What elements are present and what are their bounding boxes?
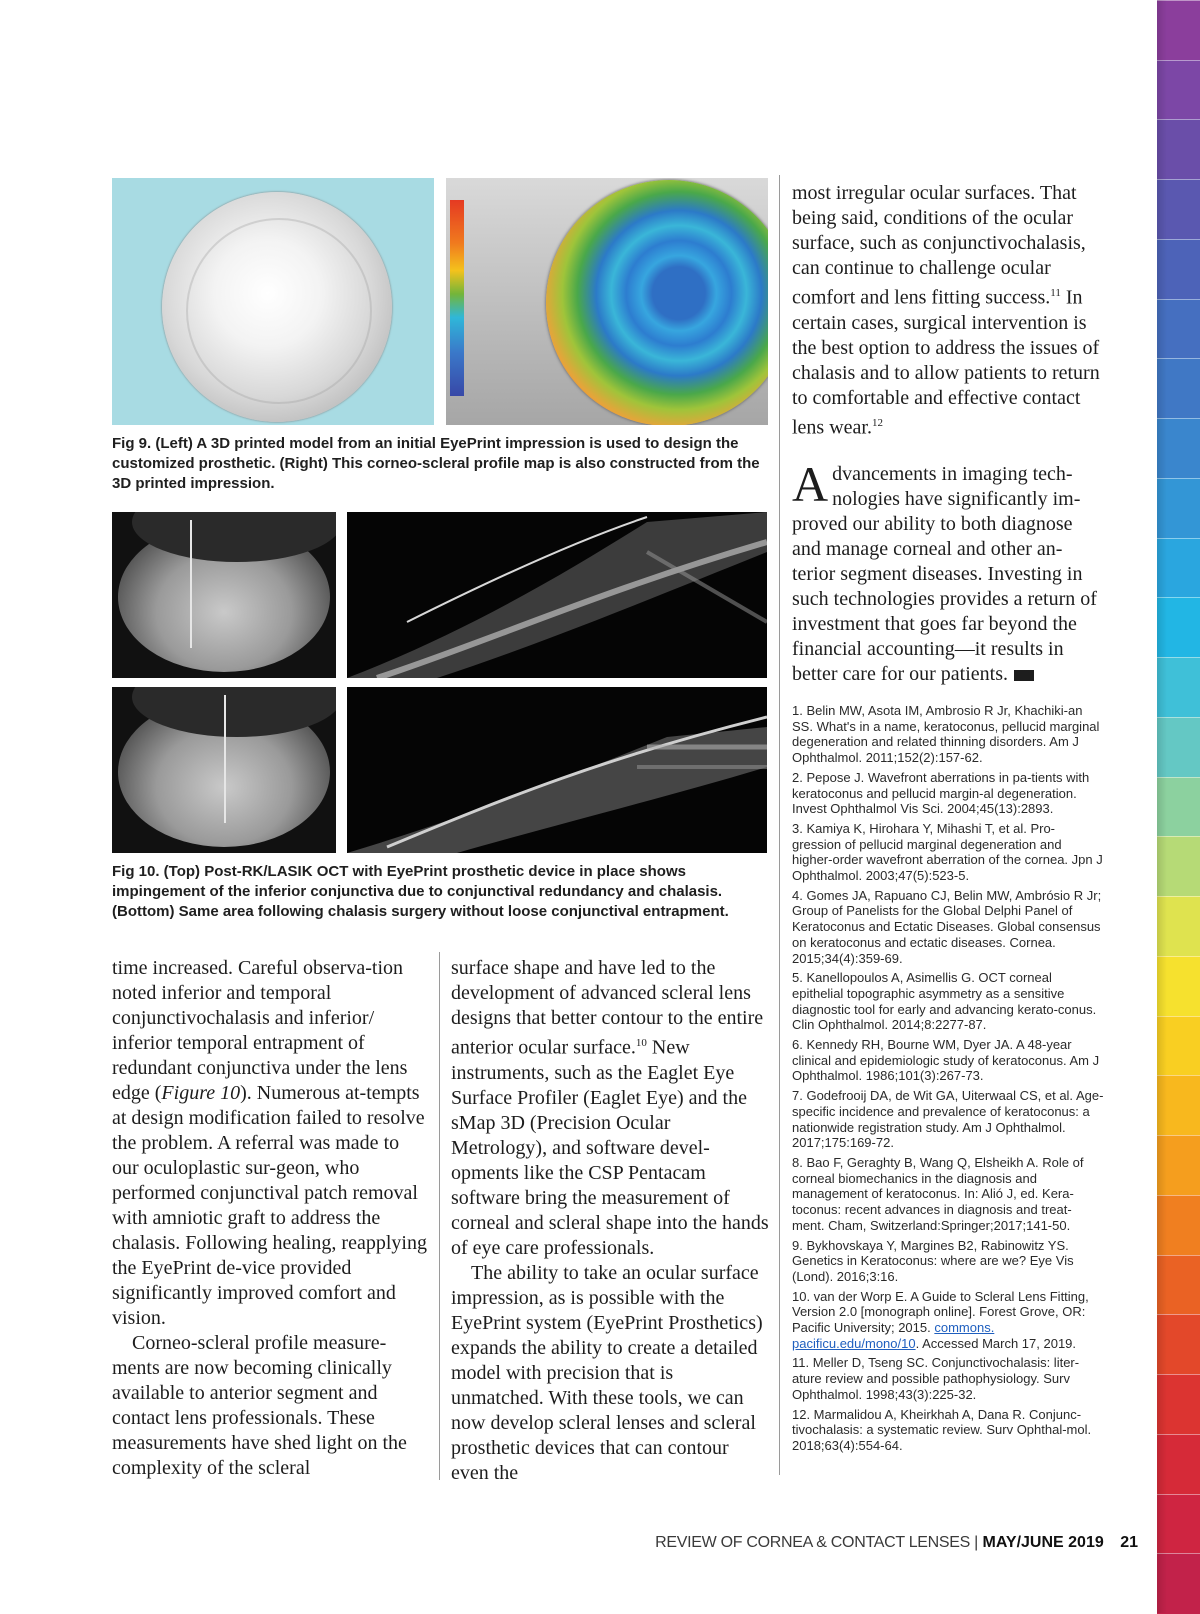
oct-top-eye-photo	[112, 512, 336, 678]
oct-bottom-scan	[347, 687, 767, 853]
body-paragraph	[792, 456, 1104, 687]
paragraph-text: dvancements in imaging tech-nologies have significantly im-proved our ability to both diagnose and manage corneal and other an-terior segment diseases. Investing in such technologies provides a return of investment that goes far beyond the financial accounting—it results in better care for our patients.	[792, 463, 1097, 686]
paragraph-text: New instruments, such as the Eaglet Eye Surface Profiler (Eaglet Eye) and the sMap 3D (Precision Ocular Metrology), and software devel-opments like the CSP Pentacam software bring the measurement of corneal and scleral shape into the hands of eye care professionals.	[451, 1036, 769, 1259]
article-column-1	[112, 956, 430, 1481]
reference-item	[792, 1289, 1104, 1352]
reference-item: 12. Marmalidou A, Kheirkhah A, Dana R. Conjunc-tivochalasis: a systematic review. Surv Ophthal-mol. 2018;63(4):554-64.	[792, 1406, 1092, 1453]
fig10-caption: Fig 10. (Top) Post-RK/LASIK OCT with EyePrint prosthetic device in place shows impingement of the inferior conjunctiva due to conjunctival redundancy and chalasis. (Bottom) Same area following chalasis surgery without loose conjunctival entrapment.	[112, 863, 729, 920]
bar-shadow	[1157, 0, 1167, 1613]
oct-top-scan-graphic	[347, 512, 767, 678]
end-of-article-mark	[1014, 670, 1034, 681]
citation-superscript: 10	[635, 1037, 647, 1049]
reference-item: 4. Gomes JA, Rapuano CJ, Belin MW, Ambrósio R Jr; Group of Panelists for the Global Delphi Panel of Keratoconus and Ectatic Diseases. Global consensus on keratoconus and ectatic diseases. Cornea. 2015;34(4):359-69.	[792, 887, 1102, 966]
body-paragraph	[451, 956, 769, 1261]
reference-link[interactable]: commons. pacificu.edu/mono/10	[792, 1320, 995, 1351]
paragraph-text: In certain cases, surgical intervention is the best option to address the issues of chalasis and to allow patients to return to comfortable and effective contact lens wear.	[792, 286, 1100, 439]
column-divider	[779, 175, 780, 1475]
reference-item: 3. Kamiya K, Hirohara Y, Mihashi T, et al. Pro-gression of pellucid marginal degeneration and higher-order wavefront aberration of the cornea. Jpn J Ophthalmol. 2003;47(5):523-5.	[792, 820, 1103, 884]
reference-item: 9. Bykhovskaya Y, Margines B2, Rabinowitz YS. Genetics in Keratoconus: where are we? Eye Vis (Lond). 2016;3:16.	[792, 1237, 1074, 1284]
article-column-3	[792, 181, 1104, 687]
figure-reference: Figure 10	[161, 1082, 241, 1104]
issue-date: MAY/JUNE 2019	[982, 1534, 1104, 1551]
reference-item: 7. Godefrooij DA, de Wit GA, Uiterwaal CS, et al. Age-specific incidence and prevalence of keratoconus: a nationwide registration study. Am J Ophthalmol. 2017;175:169-72.	[792, 1088, 1104, 1151]
color-tab-bar	[1157, 0, 1200, 1613]
paragraph-text: surface shape and have led to the development of advanced scleral lens designs that better contour to the entire anterior ocular surface.	[451, 957, 764, 1059]
citation-superscript: 11	[1050, 287, 1061, 299]
article-column-2	[451, 956, 769, 1486]
color-scale-legend	[450, 200, 464, 396]
fig9-profile-map-image	[446, 178, 768, 425]
scan-line-marker	[224, 695, 226, 823]
reference-item: 5. Kanellopoulos A, Asimellis G. OCT corneal epithelial topographic asymmetry as a sensitive diagnostic tool for early and advancing kerato-conus. Clin Ophthalmol. 2014;8:2277-87.	[792, 970, 1097, 1033]
body-paragraph	[112, 956, 430, 1331]
reference-text: . Accessed March 17, 2019.	[915, 1335, 1077, 1351]
paragraph-text: ). Numerous at-tempts at design modification failed to resolve the problem. A referral was made to our oculoplastic sur-geon, who performed conjunctival patch removal with amniotic graft to address the chalasis. Following healing, reapplying the EyePrint de-vice provided significantly improved comfort and vision.	[112, 1082, 427, 1329]
paragraph-text: time increased. Careful observa-tion noted inferior and temporal conjunctivochalasis and inferior/ inferior temporal entrapment of redundant conjunctiva under the lens edge (	[112, 957, 408, 1104]
body-paragraph: The ability to take an ocular surface impression, as is possible with the EyePrint system (EyePrint Prosthetics) expands the ability to create a detailed model with precision that is unmatched. With these tools, we can now develop scleral lenses and scleral prosthetic devices that can contour even the	[451, 1261, 763, 1484]
scan-line-marker	[190, 520, 192, 648]
body-paragraph	[792, 181, 1104, 440]
fig9-caption: Fig 9. (Left) A 3D printed model from an initial EyePrint impression is used to design the customized prosthetic. (Right) This corneo-scleral profile map is also constructed from the 3D printed impression.	[112, 435, 760, 492]
oct-top-scan	[347, 512, 767, 678]
body-paragraph: Corneo-scleral profile measure-ments are now becoming clinically available to anterior segment and contact lens professionals. These measurements have shed light on the complexity of the scleral	[112, 1332, 407, 1479]
oct-bottom-scan-graphic	[347, 687, 767, 853]
oct-bottom-eye-photo	[112, 687, 336, 853]
drop-cap: A	[792, 456, 829, 513]
reference-item: 11. Meller D, Tseng SC. Conjunctivochalasis: liter-ature review and possible pathophysiology. Surv Ophthalmol. 1998;43(3):225-32.	[792, 1355, 1080, 1402]
column-divider	[439, 952, 440, 1480]
reference-item: 1. Belin MW, Asota IM, Ambrosio R Jr, Khachiki-an SS. What's in a name, keratoconus, pellucid marginal degeneration and related thinning disorders. Am J Ophthalmol. 2011;152(2):157-62.	[792, 703, 1100, 766]
corneo-scleral-map	[546, 180, 768, 425]
references-list	[792, 703, 1104, 1458]
page-footer	[655, 1534, 1138, 1552]
reference-item: 8. Bao F, Geraghty B, Wang Q, Elsheikh A. Role of corneal biomechanics in the diagnosis and management of keratoconus. In: Alió J, ed. Kera-toconus: recent advances in diagnosis and treat-ment. Cham, Switzerland:Springer;2017;141-50.	[792, 1154, 1084, 1233]
fig9-3d-model-image	[112, 178, 434, 425]
journal-name: REVIEW OF CORNEA & CONTACT LENSES |	[655, 1534, 979, 1551]
reference-item: 2. Pepose J. Wavefront aberrations in pa-tients with keratoconus and pellucid margin-al degeneration. Invest Ophthalmol Vis Sci. 2004;45(13):2893.	[792, 769, 1090, 817]
page-number: 21	[1120, 1534, 1138, 1551]
model-ring	[186, 218, 372, 404]
reference-text: 10. van der Worp E. A Guide to Scleral Lens Fitting, Version 2.0 [monograph online]. Forest Grove, OR: Pacific University; 2015.	[792, 1288, 1089, 1336]
citation-superscript: 12	[871, 416, 883, 429]
paragraph-text: most irregular ocular surfaces. That being said, conditions of the ocular surface, such as conjunctivochalasis, can continue to challenge ocular comfort and lens fitting success.	[792, 182, 1086, 309]
reference-item: 6. Kennedy RH, Bourne WM, Dyer JA. A 48-year clinical and epidemiologic study of keratoconus. Am J Ophthalmol. 1986;101(3):267-73.	[792, 1037, 1100, 1084]
